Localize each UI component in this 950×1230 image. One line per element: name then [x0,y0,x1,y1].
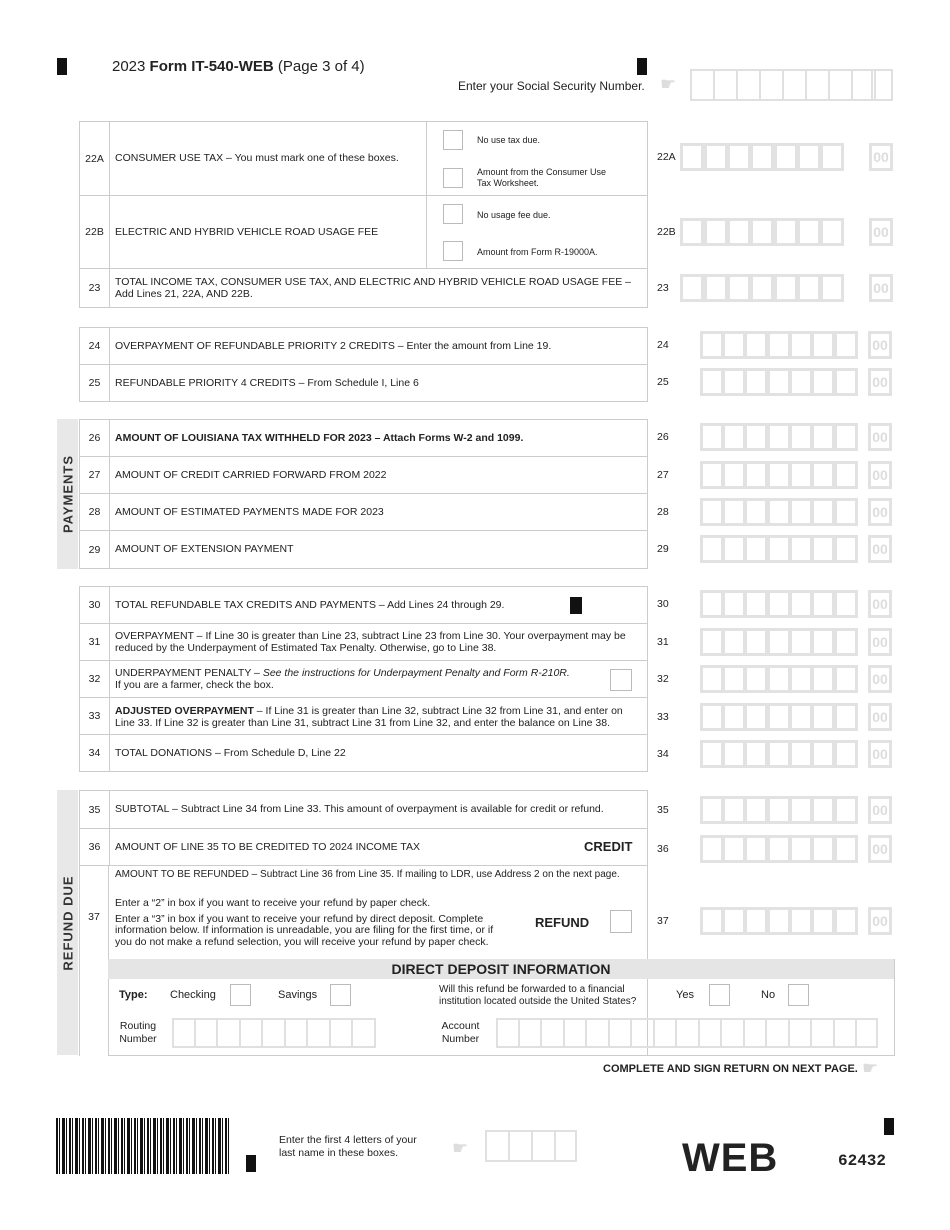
cents-placeholder: 00 [869,274,893,302]
line-36-row: 36 AMOUNT OF LINE 35 TO BE CREDITED TO 2024 INCOME TAX CREDIT [79,828,648,866]
line-28-row: 28 AMOUNT OF ESTIMATED PAYMENTS MADE FOR 2023 [79,493,648,531]
form-header [112,58,365,75]
refund-method-box[interactable] [610,910,632,933]
cents-placeholder: 00 [868,835,892,863]
savings-label: Savings [278,989,318,1001]
credit-label: CREDIT [584,839,633,854]
no-usage-fee-label: No usage fee due. [477,210,551,220]
amount-input[interactable] [700,835,893,863]
routing-label: Routing Number [119,1020,157,1045]
amount-input[interactable] [700,665,893,693]
pointing-hand-icon: ☛ [862,1058,879,1078]
right-line-number: 28 [657,506,669,518]
amount-input[interactable] [680,218,893,246]
line-33-row: 33 ADJUSTED OVERPAYMENT – If Line 31 is greater than Line 32, subtract Line 32 from Line 31, and enter on Line 33. If Line 32 is greater than Line 31, subtract Line 31 from Line 32, and enter the balance on Line 38. [79,697,648,735]
no-use-tax-label: No use tax due. [477,135,541,145]
line-24-row: 24 OVERPAYMENT OF REFUNDABLE PRIORITY 2 CREDITS – Enter the amount from Line 19. [79,327,648,365]
foreign-institution-question: Will this refund be forwarded to a financial institution located outside the United States? [439,984,637,1007]
ssn-prompt: Enter your Social Security Number. [458,79,645,93]
form-code: 62432 [838,1152,887,1170]
right-line-number: 33 [657,711,669,723]
form-name: Form IT-540-WEB [149,58,274,75]
registration-mark-top-left [57,58,67,75]
routing-number-input[interactable] [172,1018,376,1048]
amount-input[interactable] [700,703,893,731]
registration-mark-line-30 [570,597,582,614]
line-22a-row: 22A CONSUMER USE TAX – You must mark one of these boxes. No use tax due. Amount from the Consumer Use Tax Worksheet. [79,121,648,196]
cents-placeholder: 00 [868,368,892,396]
amount-input[interactable] [700,628,893,656]
direct-deposit-panel [108,959,895,1056]
amount-input[interactable] [700,498,893,526]
account-type-label: Type: [119,989,148,1001]
line-29-row: 29 AMOUNT OF EXTENSION PAYMENT [79,530,648,569]
right-line-number: 31 [657,636,669,648]
complete-and-sign-note: COMPLETE AND SIGN RETURN ON NEXT PAGE. [603,1063,858,1075]
right-line-number: 37 [657,915,669,927]
payments-section-label: PAYMENTS [57,419,78,569]
cents-placeholder: 00 [868,740,892,768]
line-25-row: 25 REFUNDABLE PRIORITY 4 CREDITS – From Schedule I, Line 6 [79,364,648,402]
amount-input[interactable] [700,740,893,768]
cents-placeholder: 00 [868,461,892,489]
amount-input[interactable] [680,143,893,171]
cents-placeholder: 00 [869,218,893,246]
cents-placeholder: 00 [868,331,892,359]
cents-placeholder: 00 [868,498,892,526]
right-line-number: 24 [657,339,669,351]
savings-checkbox[interactable] [330,984,351,1006]
right-line-number: 22B [657,226,676,238]
pointing-hand-icon: ☛ [452,1138,469,1158]
cents-placeholder: 00 [868,590,892,618]
last-name-prompt: Enter the first 4 letters of your last name in these boxes. [279,1134,417,1159]
refund-due-section-label: REFUND DUE [57,790,78,1055]
right-line-number: 34 [657,748,669,760]
registration-mark-bottom-right [884,1118,894,1135]
line-22b-row: 22B ELECTRIC AND HYBRID VEHICLE ROAD USAGE FEE No usage fee due. Amount from Form R-19000A. [79,195,648,269]
cents-placeholder: 00 [868,907,892,935]
amount-input[interactable] [700,368,893,396]
foreign-no-checkbox[interactable] [788,984,809,1006]
form-r19000a-label: Amount from Form R-19000A. [477,247,598,257]
account-label: Account Number [441,1020,480,1045]
web-label: WEB [682,1136,779,1180]
cents-placeholder: 00 [868,423,892,451]
right-line-number: 32 [657,673,669,685]
line-35-row: 35 SUBTOTAL – Subtract Line 34 from Line 33. This amount of overpayment is available for credit or refund. [79,790,648,829]
right-line-number: 26 [657,431,669,443]
amount-input[interactable] [700,331,893,359]
foreign-yes-checkbox[interactable] [709,984,730,1006]
line-27-row: 27 AMOUNT OF CREDIT CARRIED FORWARD FROM 2022 [79,456,648,494]
no-label: No [761,989,776,1001]
form-year: 2023 [112,58,146,75]
cents-placeholder: 00 [868,703,892,731]
cents-placeholder: 00 [869,143,893,171]
right-line-number: 22A [657,151,676,163]
amount-input[interactable] [680,274,893,302]
last-name-input[interactable] [485,1130,577,1162]
amount-input[interactable] [700,590,893,618]
registration-mark-top-center [637,58,647,75]
amount-input[interactable] [700,907,893,935]
cents-placeholder: 00 [868,535,892,563]
right-line-number: 30 [657,598,669,610]
line-37-row: 37 AMOUNT TO BE REFUNDED – Subtract Line 36 from Line 35. If mailing to LDR, use Address 2 on the next page. Enter a “2” in box if you want to receive your refund by paper check. Enter a “3” in box if you want to receive your refund by direct deposit. Complete information below. If information is unreadable, you are filing for the first time, or if you do not make a refund selection, you will receive your refund by paper check. REFUND [79,865,648,1056]
account-number-input[interactable] [496,1018,878,1048]
right-line-number: 36 [657,843,669,855]
amount-input[interactable] [700,796,893,824]
form-page: (Page 3 of 4) [277,58,365,75]
registration-mark-bottom-center [246,1155,256,1172]
use-tax-worksheet-checkbox[interactable] [443,168,463,188]
amount-input[interactable] [700,423,893,451]
line-30-row: 30 TOTAL REFUNDABLE TAX CREDITS AND PAYMENTS – Add Lines 24 through 29. [79,586,648,624]
no-usage-fee-checkbox[interactable] [443,204,463,224]
amount-input[interactable] [700,461,893,489]
right-line-number: 27 [657,469,669,481]
refund-label: REFUND [535,915,590,930]
right-line-number: 23 [657,282,669,294]
pointing-hand-icon: ☛ [660,74,677,94]
line-31-row: 31 OVERPAYMENT – If Line 30 is greater than Line 23, subtract Line 23 from Line 30. Your overpayment may be reduced by the Underpayment of Estimated Tax Penalty. Otherwise, go to Line 38. [79,623,648,661]
line-23-row: 23 TOTAL INCOME TAX, CONSUMER USE TAX, AND ELECTRIC AND HYBRID VEHICLE ROAD USAGE FEE – Add Lines 21, 22A, AND 22B. [79,268,648,308]
amount-input[interactable] [700,535,893,563]
form-r19000a-checkbox[interactable] [443,241,463,261]
direct-deposit-title: DIRECT DEPOSIT INFORMATION [108,959,894,979]
cents-placeholder: 00 [868,796,892,824]
checking-label: Checking [170,989,216,1001]
line-32-row: 32 UNDERPAYMENT PENALTY – See the instructions for Underpayment Penalty and Form R-210R. If you are a farmer, check the box. [79,660,648,698]
line-34-row: 34 TOTAL DONATIONS – From Schedule D, Line 22 [79,734,648,772]
line-26-row: 26 AMOUNT OF LOUISIANA TAX WITHHELD FOR 2023 – Attach Forms W-2 and 1099. [79,419,648,457]
use-tax-worksheet-label: Amount from the Consumer Use Tax Worksheet. [477,167,607,188]
checking-checkbox[interactable] [230,984,251,1006]
farmer-checkbox[interactable] [610,669,632,691]
barcode [56,1118,230,1174]
cents-placeholder: 00 [868,628,892,656]
no-use-tax-checkbox[interactable] [443,130,463,150]
right-line-number: 29 [657,543,669,555]
yes-label: Yes [676,989,694,1001]
right-line-number: 35 [657,804,669,816]
ssn-input[interactable] [690,69,893,101]
right-line-number: 25 [657,376,669,388]
cents-placeholder: 00 [868,665,892,693]
